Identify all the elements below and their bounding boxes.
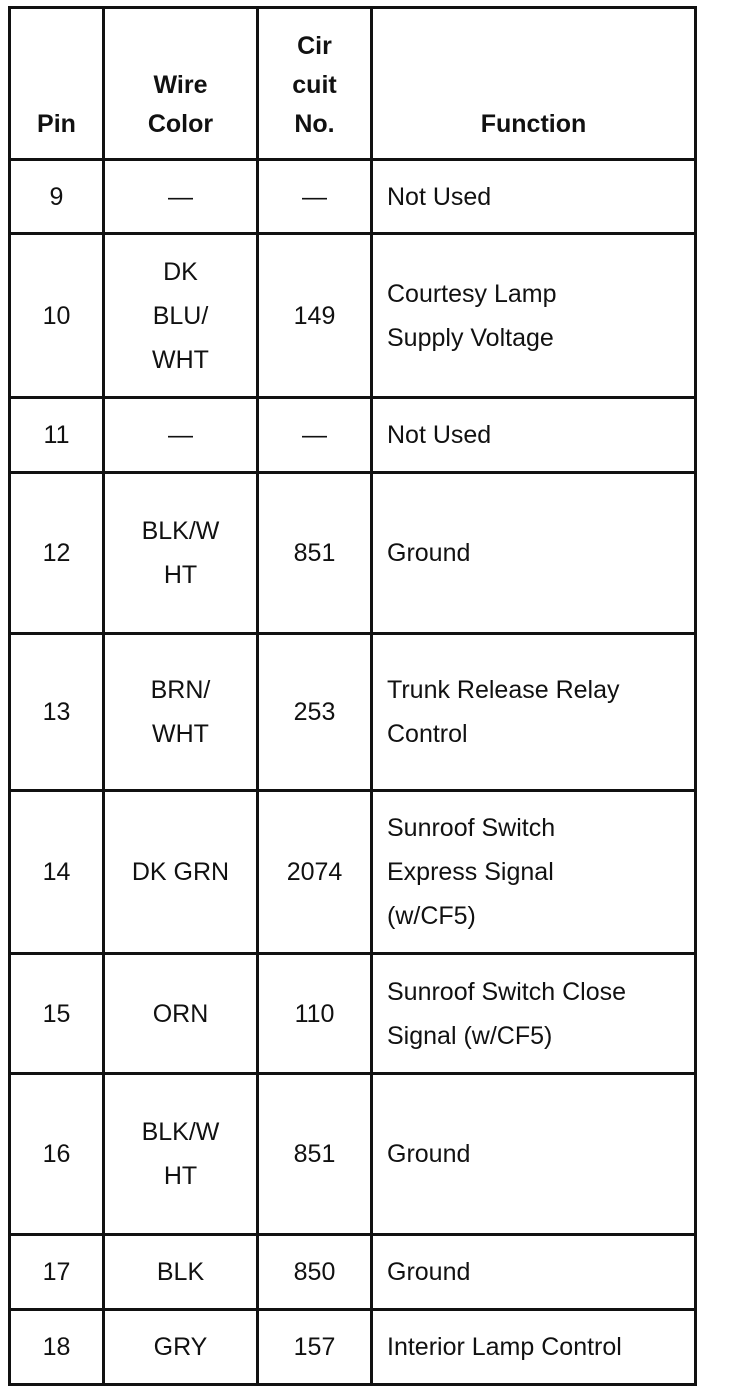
function-cell: Sunroof Switch Close Signal (w/CF5): [372, 954, 696, 1074]
table-row: [10, 473, 696, 634]
circuit-cell: 851: [258, 1074, 372, 1235]
function-cell: Courtesy Lamp Supply Voltage: [372, 234, 696, 398]
wire-color-cell: DK GRN: [104, 791, 258, 954]
function-cell: Sunroof Switch Express Signal (w/CF5): [372, 791, 696, 954]
function-cell: Not Used: [372, 398, 696, 473]
header-pin: Pin: [10, 8, 104, 160]
pin-cell: 18: [10, 1310, 104, 1385]
circuit-cell: 110: [258, 954, 372, 1074]
table-row: [10, 398, 696, 473]
circuit-cell: 850: [258, 1235, 372, 1310]
header-circuit-no: Cir cuit No.: [258, 8, 372, 160]
circuit-cell: 851: [258, 473, 372, 634]
wire-color-cell: DK BLU/ WHT: [104, 234, 258, 398]
circuit-cell: 2074: [258, 791, 372, 954]
table-row: [10, 1074, 696, 1235]
function-cell: Ground: [372, 473, 696, 634]
header-function: Function: [372, 8, 696, 160]
function-cell: Ground: [372, 1074, 696, 1235]
pin-cell: 9: [10, 160, 104, 234]
pin-cell: 11: [10, 398, 104, 473]
pin-cell: 16: [10, 1074, 104, 1235]
wire-color-cell: —: [104, 160, 258, 234]
table-row: [10, 791, 696, 954]
table-row: [10, 634, 696, 791]
circuit-cell: 157: [258, 1310, 372, 1385]
wire-color-cell: GRY: [104, 1310, 258, 1385]
function-cell: Not Used: [372, 160, 696, 234]
circuit-cell: —: [258, 398, 372, 473]
function-cell: Trunk Release Relay Control: [372, 634, 696, 791]
circuit-cell: 253: [258, 634, 372, 791]
connector-pinout-table: [8, 6, 697, 1386]
pin-cell: 13: [10, 634, 104, 791]
function-cell: Interior Lamp Control: [372, 1310, 696, 1385]
pin-cell: 15: [10, 954, 104, 1074]
table-row: [10, 1235, 696, 1310]
header-row: [10, 8, 696, 160]
function-cell: Ground: [372, 1235, 696, 1310]
wire-color-cell: BLK/W HT: [104, 1074, 258, 1235]
wire-color-cell: BLK/W HT: [104, 473, 258, 634]
table-row: [10, 1310, 696, 1385]
wire-color-cell: —: [104, 398, 258, 473]
table-row: [10, 234, 696, 398]
table-row: [10, 954, 696, 1074]
header-wire-color: Wire Color: [104, 8, 258, 160]
wire-color-cell: BRN/ WHT: [104, 634, 258, 791]
pin-cell: 17: [10, 1235, 104, 1310]
circuit-cell: —: [258, 160, 372, 234]
pin-cell: 12: [10, 473, 104, 634]
circuit-cell: 149: [258, 234, 372, 398]
wire-color-cell: ORN: [104, 954, 258, 1074]
pin-cell: 14: [10, 791, 104, 954]
wire-color-cell: BLK: [104, 1235, 258, 1310]
pin-cell: 10: [10, 234, 104, 398]
table-row: [10, 160, 696, 234]
